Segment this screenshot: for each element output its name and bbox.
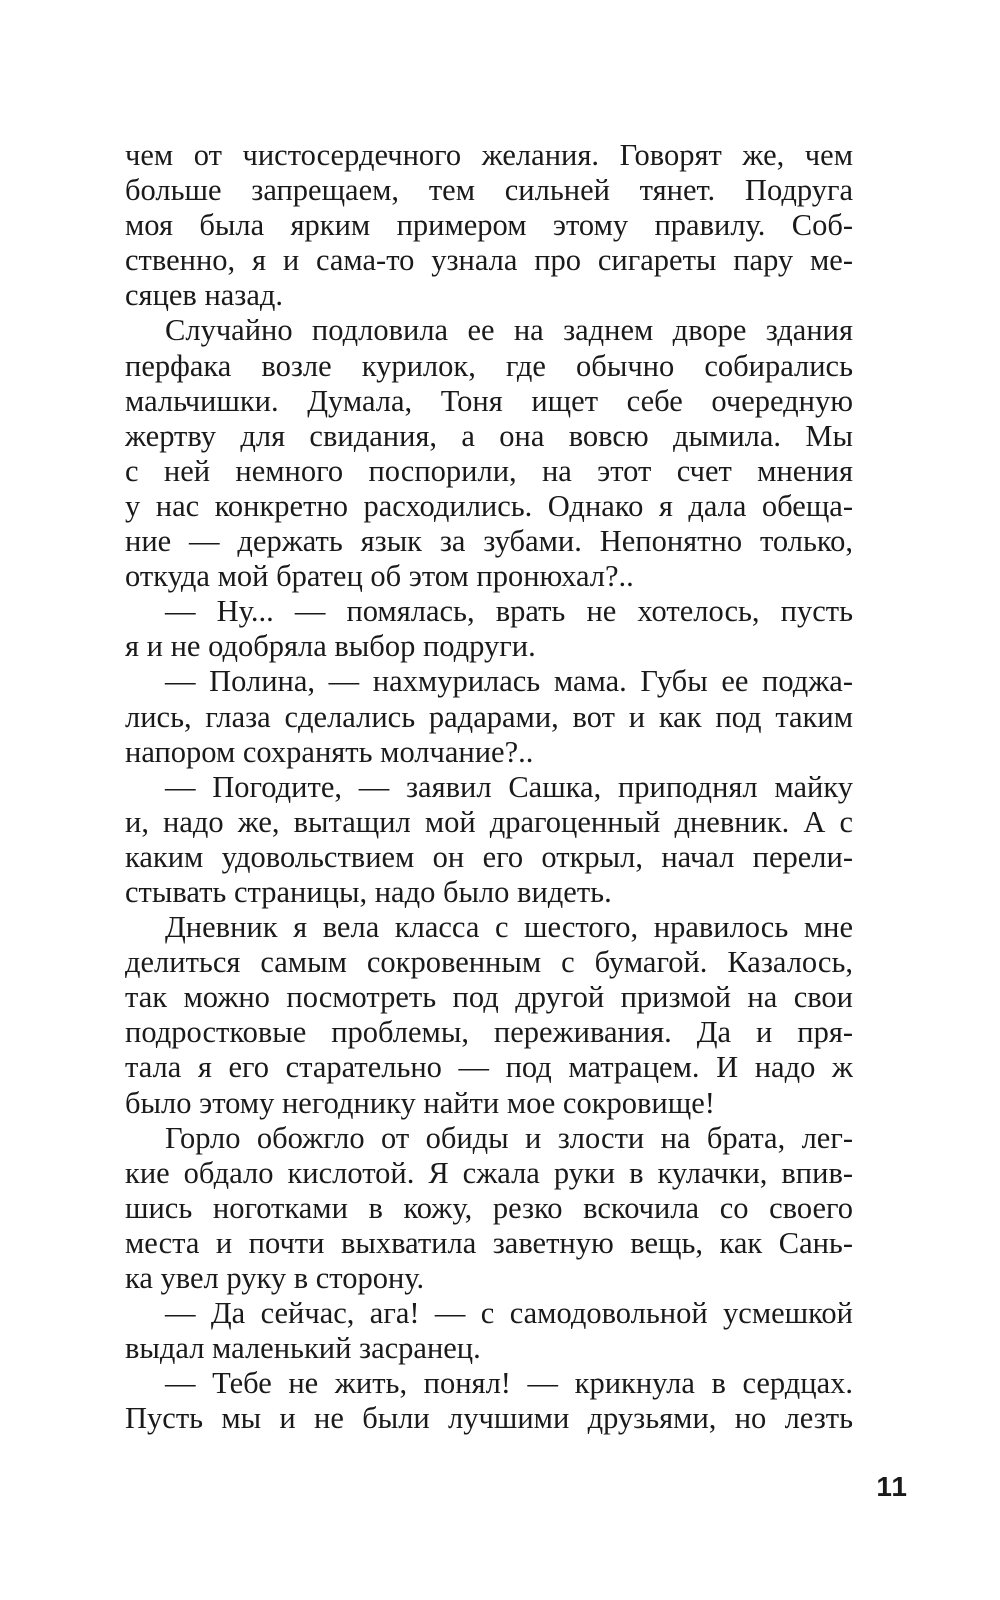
text-line: шись ноготками в кожу, резко вскочила со своего: [125, 1190, 853, 1225]
text-line: откуда мой братец об этом пронюхал?..: [125, 559, 634, 594]
text-line: больше запрещаем, тем сильней тянет. Подруга: [125, 173, 853, 208]
text-line: ние — держать язык за зубами. Непонятно только,: [125, 524, 853, 559]
text-line: сяцев назад.: [125, 278, 284, 313]
text-line: у нас конкретно расходились. Однако я дала обеща-: [125, 488, 853, 523]
text-line: Пусть мы и не были лучшими друзьями, но лезть: [125, 1401, 853, 1436]
text-line: мальчишки. Думала, Тоня ищет себе очередную: [125, 383, 853, 418]
text-line: напором сохранять молчание?..: [125, 734, 534, 769]
text-line: Горло обожгло от обиды и злости на брата, лег-: [165, 1120, 853, 1155]
text-line: и, надо же, вытащил мой драгоценный дневник. А с: [125, 804, 853, 839]
text-line: Дневник я вела класса с шестого, нравилось мне: [165, 910, 853, 945]
body-text: [125, 138, 853, 1436]
text-line: — Да сейчас, ага! — с самодовольной усмешкой: [165, 1296, 853, 1331]
text-line: чем от чистосердечного желания. Говорят же, чем: [125, 138, 853, 172]
text-line: было этому негоднику найти мое сокровище!: [125, 1085, 715, 1120]
text-line: выдал маленький засранец.: [125, 1331, 481, 1366]
text-line: перфака возле курилок, где обычно собирались: [125, 348, 853, 383]
text-line: кие обдало кислотой. Я сжала руки в кулачки, впив-: [125, 1155, 853, 1190]
text-line: я и не одобряла выбор подруги.: [125, 629, 536, 664]
text-line: делиться самым сокровенным с бумагой. Казалось,: [125, 945, 853, 980]
page-number: 11: [876, 1471, 908, 1502]
text-line: — Погодите, — заявил Сашка, приподнял майку: [165, 769, 853, 804]
text-line: моя была ярким примером этому правилу. Соб-: [125, 208, 853, 243]
text-line: ственно, я и сама-то узнала про сигареты пару ме-: [125, 243, 853, 278]
text-line: стывать страницы, надо было видеть.: [125, 874, 612, 909]
text-line: ка увел руку в сторону.: [125, 1261, 425, 1295]
text-line: лись, глаза сделались радарами, вот и как под таким: [125, 699, 853, 734]
text-line: Случайно подловила ее на заднем дворе здания: [165, 313, 853, 348]
text-line: тала я его старательно — под матрацем. И надо ж: [125, 1050, 853, 1085]
text-line: жертву для свидания, а она вовсю дымила. Мы: [125, 418, 853, 453]
text-line: так можно посмотреть под другой призмой на свои: [125, 980, 853, 1015]
text-line: места и почти выхватила заветную вещь, как Сань-: [125, 1225, 853, 1260]
text-line: — Тебе не жить, понял! — крикнула в сердцах.: [165, 1366, 853, 1401]
text-line: с ней немного поспорили, на этот счет мнения: [125, 453, 853, 488]
text-line: каким удовольствием он его открыл, начал перели-: [125, 839, 853, 874]
text-line: — Ну... — помялась, врать не хотелось, пусть: [165, 594, 853, 629]
text-line: подростковые проблемы, переживания. Да и пря-: [125, 1015, 853, 1050]
text-line: — Полина, — нахмурилась мама. Губы ее поджа-: [165, 664, 853, 699]
